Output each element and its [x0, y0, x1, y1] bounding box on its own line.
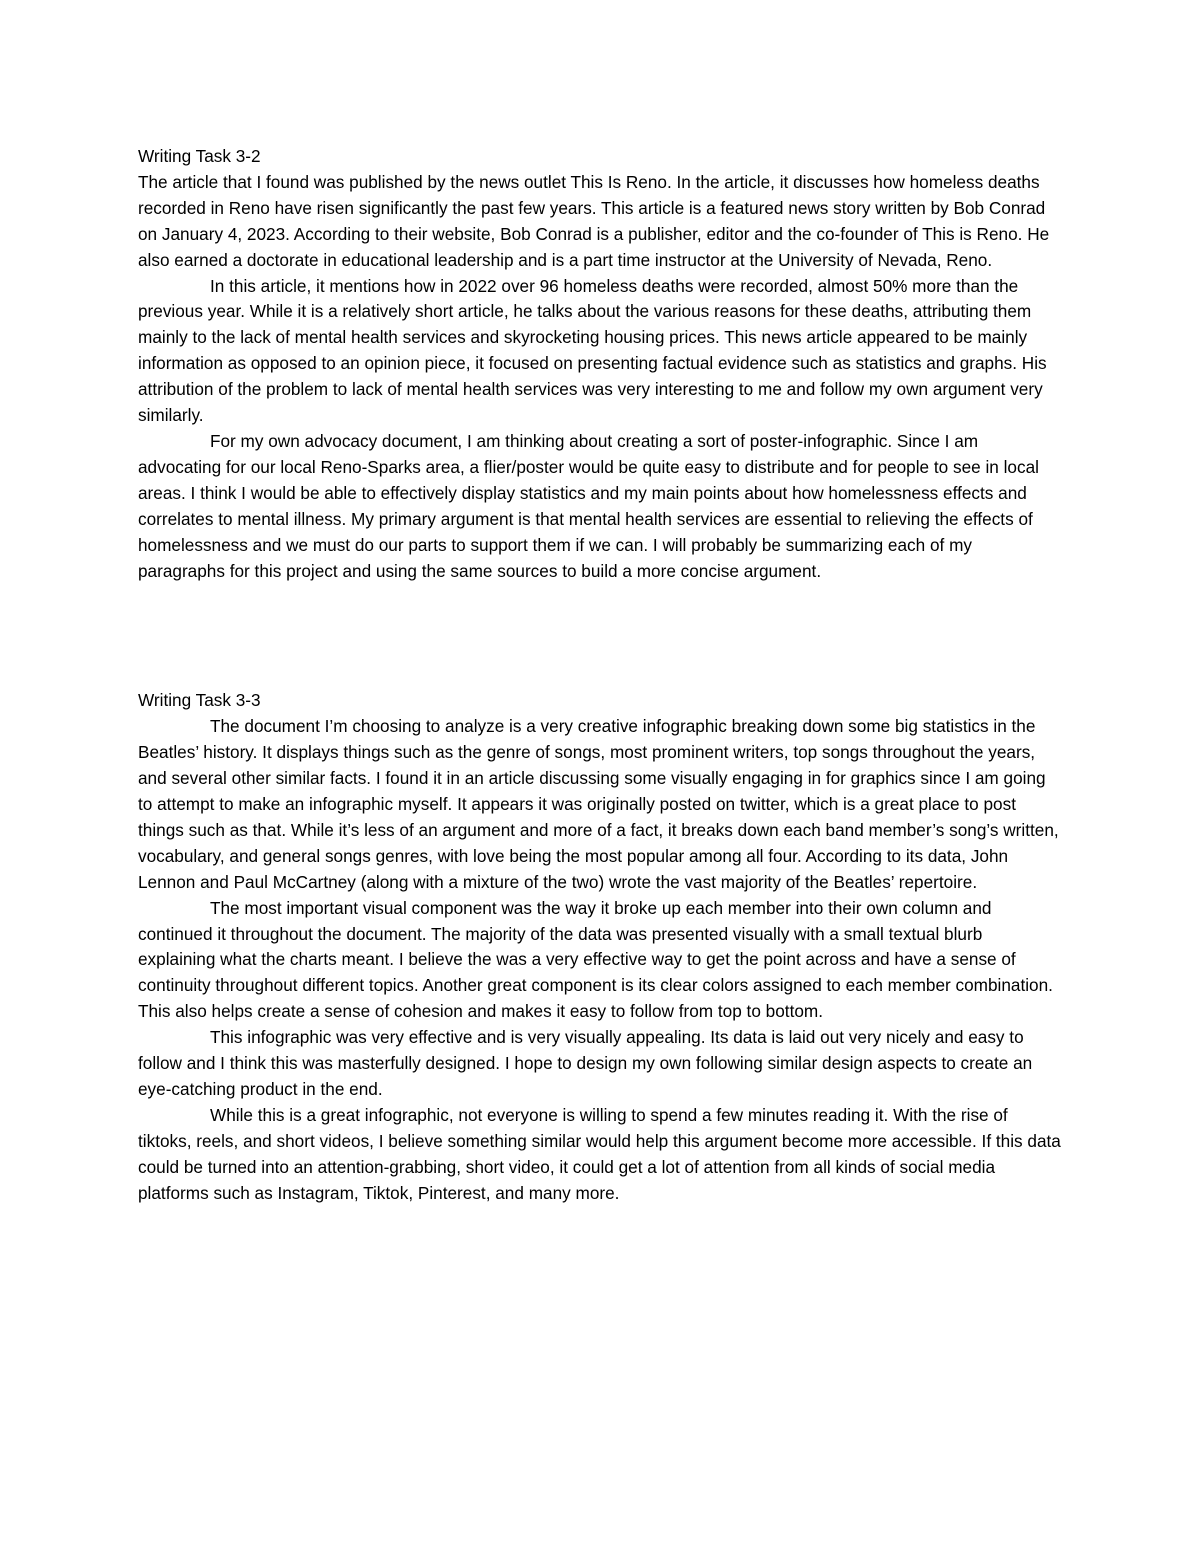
- paragraph: While this is a great infographic, not everyone is willing to spend a few minutes reading it. With the rise of tiktoks, reels, and short videos, I believe something similar would help this argument become more accessible. If this data could be turned into an attention-grabbing, short video, it could get a lot of attention from all kinds of social media platforms such as Instagram, Tiktok, Pinterest, and many more.: [138, 1104, 1061, 1203]
- paragraph: The most important visual component was the way it broke up each member into their own column and continued it throughout the document. The majority of the data was presented visually with a small textual blurb explaining what the charts meant. I believe the was a very effective way to get the point across and have a sense of continuity throughout different topics. Another great component is its clear colors assigned to each member combination. This also helps create a sense of cohesion and makes it easy to follow from top to bottom.: [138, 897, 1053, 1022]
- writing-task-3-3-section: [138, 688, 1063, 1206]
- writing-task-3-2-section: [138, 144, 1063, 584]
- paragraph: In this article, it mentions how in 2022 over 96 homeless deaths were recorded, almost 50% more than the previous year. While it is a relatively short article, he talks about the various reasons for these deaths, attributing them mainly to the lack of mental health services and skyrocketing housing prices. This news article appeared to be mainly information as opposed to an opinion piece, it focused on presenting factual evidence such as statistics and graphs. His attribution of the problem to lack of mental health services was very interesting to me and follow my own argument very similarly.: [138, 275, 1047, 426]
- document-body: [138, 144, 1063, 1207]
- section-title: Writing Task 3-2: [138, 146, 261, 166]
- paragraph: The document I’m choosing to analyze is a very creative infographic breaking down some big statistics in the Beatles’ history. It displays things such as the genre of songs, most prominent writers, top songs throughout the years, and several other similar facts. I found it in an article discussing some visually engaging in for graphics since I am going to attempt to make an infographic myself. It appears it was originally posted on twitter, which is a great place to post things such as that. While it’s less of an argument and more of a fact, it breaks down each band member’s song’s written, vocabulary, and general songs genres, with love being the most popular among all four. According to its data, John Lennon and Paul McCartney (along with a mixture of the two) wrote the vast majority of the Beatles’ repertoire.: [138, 716, 1059, 892]
- paragraph: This infographic was very effective and is very visually appealing. Its data is laid out very nicely and easy to follow and I think this was masterfully designed. I hope to design my own following similar design aspects to create an eye-catching product in the end.: [138, 1027, 1033, 1099]
- paragraph: For my own advocacy document, I am thinking about creating a sort of poster-infographic. Since I am advocating for our local Reno-Sparks area, a flier/poster would be quite easy to distribute and for people to see in local areas. I think I would be able to effectively display statistics and my main points about how homelessness effects and correlates to mental illness. My primary argument is that mental health services are essential to relieving the effects of homelessness and we must do our parts to support them if we can. I will probably be summarizing each of my paragraphs for this project and using the same sources to build a more concise argument.: [138, 430, 1039, 581]
- section-title: Writing Task 3-3: [138, 690, 261, 711]
- paragraph: The article that I found was published by the news outlet This Is Reno. In the article, it discusses how homeless deaths recorded in Reno have risen significantly the past few years. This article is a featured news story written by Bob Conrad on January 4, 2023. According to their website, Bob Conrad is a publisher, editor and the co-founder of This is Reno. He also earned a doctorate in educational leadership and is a part time instructor at the University of Nevada, Reno.: [138, 171, 1050, 270]
- section-spacer: [138, 584, 1063, 688]
